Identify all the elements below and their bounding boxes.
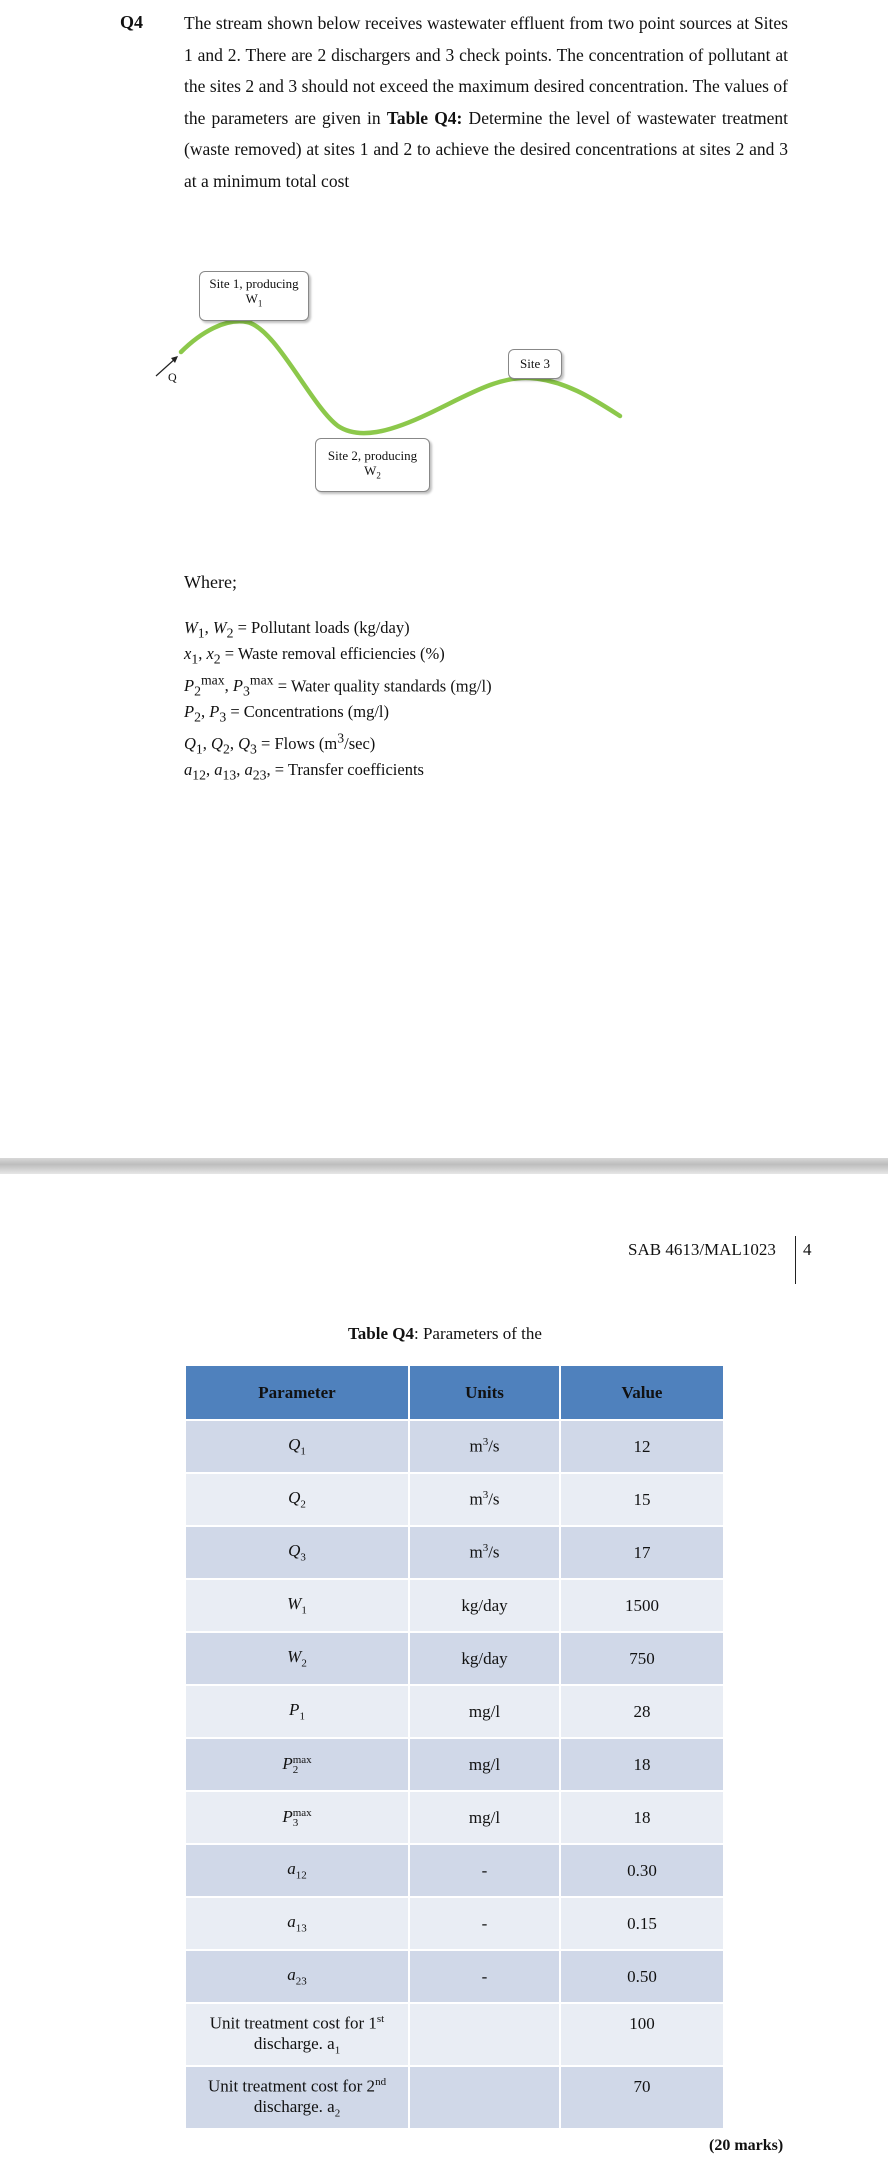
table-row	[185, 1632, 724, 1685]
header-parameter: Parameter	[185, 1365, 409, 1420]
definition-line	[184, 643, 492, 669]
param-subscript: 13	[295, 1922, 307, 1935]
unit-cell	[409, 1844, 560, 1897]
table-row	[185, 1420, 724, 1473]
cost-label-cell	[185, 2003, 409, 2066]
marks: (20 marks)	[709, 2137, 784, 2154]
param-cell	[185, 1897, 409, 1950]
table-row	[185, 1473, 724, 1526]
table-header-row	[185, 1365, 724, 1420]
unit-text: -	[481, 1913, 488, 1933]
param-cell	[185, 1685, 409, 1738]
definition-line	[184, 728, 492, 760]
param-superscript: max	[292, 1807, 312, 1820]
unit-cell	[409, 1897, 560, 1950]
param-cell	[185, 1950, 409, 2003]
value-cell: 17	[560, 1526, 724, 1579]
unit-text-rest: /s	[488, 1542, 500, 1562]
definition-line	[184, 759, 492, 785]
cost-label-b: discharge. a	[253, 2033, 335, 2053]
definition-symbols: $x_1$, $x_2$	[184, 644, 221, 667]
value-cell: 15	[560, 1473, 724, 1526]
where-heading: Where;	[184, 572, 237, 592]
unit-cell	[409, 1579, 560, 1632]
cost-ordinal: st	[376, 2012, 385, 2025]
cost-label-b: discharge. a	[253, 2096, 335, 2116]
param-symbol: a	[287, 1912, 296, 1932]
value-cell: 0.50	[560, 1950, 724, 2003]
param-symbol: W	[287, 1594, 302, 1614]
table-row-cost	[185, 2066, 724, 2129]
unit-cell	[409, 1685, 560, 1738]
param-symbol: P	[289, 1700, 300, 1720]
param-symbol: P	[282, 1753, 293, 1773]
param-subscript: 1	[300, 1445, 306, 1458]
definition-meaning: = Waste removal efficiencies (%)	[220, 644, 445, 664]
definition-line	[184, 701, 492, 727]
unit-cell	[409, 1950, 560, 2003]
param-cell	[185, 1791, 409, 1844]
param-subscript: 1	[301, 1604, 307, 1617]
unit-text-rest: /s	[488, 1489, 500, 1509]
unit-text: -	[481, 1860, 488, 1880]
param-subscript: 2	[292, 1764, 299, 1777]
header-units: Units	[409, 1365, 560, 1420]
param-cell	[185, 1526, 409, 1579]
table-caption	[348, 1324, 542, 1344]
param-symbol: P	[282, 1806, 293, 1826]
site1-box	[199, 271, 309, 321]
param-subscript: 1	[299, 1710, 305, 1723]
value-cell: 18	[560, 1791, 724, 1844]
param-subscript: 3	[292, 1817, 299, 1830]
definition-line	[184, 617, 492, 643]
question-text-part1: The stream shown below receives wastewater effluent from two point sources at Sites 1 and 2. There are 2 dischargers and 3 check points. The concentration of pollutant at the sites 2 and 3 should not exceed the maximum desired concentration. The values of the parameters are given in	[184, 13, 788, 128]
param-symbol: a	[287, 1859, 296, 1879]
page-break	[0, 1158, 888, 1174]
site1-load-symbol: W	[245, 291, 258, 306]
definition-meaning: = Transfer coefficients	[270, 760, 424, 780]
table-row	[185, 1738, 724, 1791]
unit-text: kg/day	[461, 1595, 508, 1615]
definition-symbols: $W_1$, $W_2$	[184, 618, 234, 641]
definition-symbols: $Q_1$, $Q_2$, $Q_3$	[184, 734, 257, 757]
unit-cell	[409, 1738, 560, 1791]
definition-meaning: = Water quality standards (mg/l)	[273, 676, 492, 696]
definition-line	[184, 670, 492, 702]
course-code: SAB 4613/MAL1023	[628, 1240, 776, 1259]
header-value: Value	[560, 1365, 724, 1420]
unit-cell	[409, 1791, 560, 1844]
param-symbol: W	[287, 1647, 302, 1667]
param-subscript: 2	[301, 1657, 307, 1670]
question-number: Q4	[120, 12, 144, 32]
param-cell	[185, 1632, 409, 1685]
value-cell: 18	[560, 1738, 724, 1791]
value-cell: 70	[560, 2066, 724, 2129]
param-cell	[185, 1579, 409, 1632]
table-row-cost	[185, 2003, 724, 2066]
unit-superscript: 3	[482, 1489, 489, 1502]
unit-cell-empty	[409, 2066, 560, 2129]
unit-cell	[409, 1420, 560, 1473]
site1-load-sub: 1	[257, 298, 263, 309]
table-row	[185, 1897, 724, 1950]
definitions-list	[184, 617, 492, 786]
site1-label: Site 1, producing	[209, 276, 299, 291]
table-row	[185, 1844, 724, 1897]
page-number: 4	[803, 1240, 812, 1259]
value-cell: 0.30	[560, 1844, 724, 1897]
value-cell: 750	[560, 1632, 724, 1685]
param-symbol: a	[287, 1965, 296, 1985]
cost-subscript: 1	[334, 2044, 341, 2057]
param-subscript: 23	[295, 1975, 307, 1988]
parameters-table	[184, 1364, 725, 2130]
param-symbol: Q	[288, 1541, 301, 1561]
unit-text: mg/l	[468, 1701, 501, 1721]
unit-superscript: 3	[482, 1542, 489, 1555]
site2-load-sub: 2	[376, 470, 381, 481]
site3-box: Site 3	[508, 349, 562, 379]
definition-meaning: = Flows $(m^3/\sec)$	[256, 730, 376, 754]
unit-text: mg/l	[468, 1754, 501, 1774]
question-text-bold: Table Q4:	[386, 107, 463, 128]
cost-label-a: Unit treatment cost for 2	[207, 2076, 376, 2096]
param-cell	[185, 1473, 409, 1526]
param-symbol: Q	[288, 1488, 301, 1508]
value-cell: 28	[560, 1685, 724, 1738]
definition-symbols: $P_2^{max}$, $P_3^{max}$	[184, 672, 274, 699]
param-subscript: 12	[295, 1869, 307, 1882]
unit-text-rest: /s	[488, 1436, 500, 1456]
unit-text: m	[469, 1542, 483, 1562]
table-row	[185, 1526, 724, 1579]
table-caption-bold: Table Q4	[348, 1324, 414, 1343]
unit-text: -	[481, 1966, 488, 1986]
table-caption-rest: : Parameters of the	[413, 1324, 542, 1343]
site2-label: Site 2, producing	[327, 448, 418, 463]
param-cell	[185, 1420, 409, 1473]
question-text	[184, 8, 788, 197]
param-subscript: 2	[300, 1498, 306, 1511]
param-scripts	[293, 1808, 312, 1828]
table-row	[185, 1791, 724, 1844]
table-row	[185, 1950, 724, 2003]
table-row	[185, 1579, 724, 1632]
value-cell: 1500	[560, 1579, 724, 1632]
definition-symbols: $a_{12}$, $a_{13}$, $a_{23}$,	[184, 760, 271, 783]
cost-ordinal: nd	[375, 2075, 387, 2088]
unit-text: mg/l	[468, 1807, 501, 1827]
site2-box	[315, 438, 430, 492]
param-cell	[185, 1738, 409, 1791]
definition-meaning: = Pollutant loads (kg/day)	[233, 618, 410, 637]
definition-meaning: = Concentrations (mg/l)	[226, 702, 390, 722]
param-subscript: 3	[300, 1551, 306, 1564]
unit-text: m	[469, 1489, 483, 1509]
value-cell: 0.15	[560, 1897, 724, 1950]
cost-subscript: 2	[334, 2107, 341, 2120]
param-scripts	[293, 1755, 312, 1775]
unit-superscript: 3	[482, 1436, 489, 1449]
unit-cell	[409, 1473, 560, 1526]
definition-symbols: $P_2$, $P_3$	[184, 702, 227, 725]
param-symbol: Q	[288, 1435, 301, 1455]
value-cell: 12	[560, 1420, 724, 1473]
param-cell	[185, 1844, 409, 1897]
unit-cell	[409, 1632, 560, 1685]
header-divider	[795, 1236, 796, 1284]
table-row	[185, 1685, 724, 1738]
param-superscript: max	[292, 1754, 312, 1767]
site2-load-symbol: W	[364, 463, 377, 478]
cost-label-a: Unit treatment cost for 1	[209, 2013, 377, 2033]
cost-label-cell	[185, 2066, 409, 2129]
unit-cell	[409, 1526, 560, 1579]
unit-cell-empty	[409, 2003, 560, 2066]
unit-text: m	[469, 1436, 483, 1456]
question-text-part2: Determine the level of wastewater treatment (waste removed) at sites 1 and 2 to achieve the desired concentrations at sites 2 and 3 at a minimum total cost	[184, 107, 789, 191]
value-cell: 100	[560, 2003, 724, 2066]
flow-label: Q	[168, 370, 177, 384]
unit-text: kg/day	[461, 1648, 508, 1668]
